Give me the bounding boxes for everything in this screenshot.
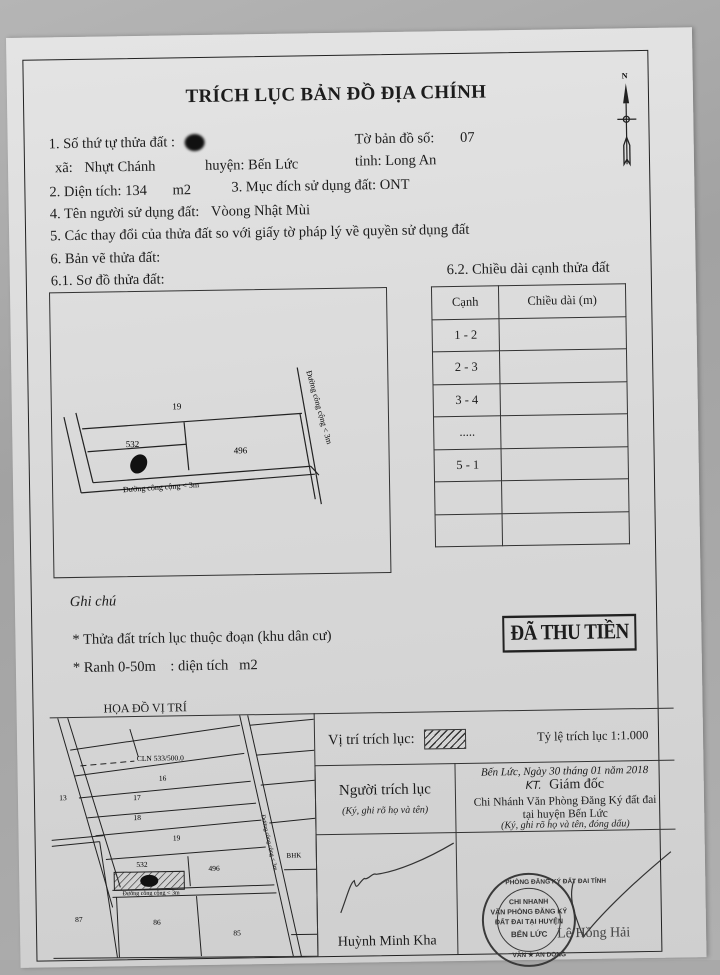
extract-location-label: Vị trí trích lục:: [328, 731, 415, 748]
redacted-mark: [127, 451, 151, 476]
svg-text:87: 87: [75, 915, 83, 924]
owner-value: Vòong Nhật Mùi: [211, 202, 310, 220]
svg-text:19: 19: [173, 833, 181, 842]
owner-row: [50, 202, 311, 223]
edge-table-header: [431, 284, 625, 320]
office-line-2: tại huyện Bến Lức: [455, 807, 675, 822]
map-sheet-row: [355, 130, 475, 149]
extractor-name: Huỳnh Minh Kha: [317, 933, 457, 951]
svg-text:86: 86: [153, 918, 161, 927]
svg-text:Đường công cộng < 3m: Đường công cộng < 3m: [259, 814, 278, 871]
header-length: Chiều dài (m): [498, 284, 625, 318]
svg-text:18: 18: [133, 813, 141, 822]
table-row: 2 - 3: [432, 349, 626, 385]
svg-text:Đường công cộng < 3m: Đường công cộng < 3m: [123, 480, 200, 494]
location-map-title: HỌA ĐỒ VỊ TRÍ: [103, 700, 186, 716]
commune-value: Nhựt Chánh: [84, 159, 155, 176]
district-label: huyện:: [205, 157, 245, 174]
svg-text:16: 16: [159, 774, 167, 783]
svg-text:496: 496: [234, 445, 248, 455]
area-label: 2. Diện tích:: [49, 183, 121, 200]
changes-label: 5. Các thay đổi của thửa đất so với giấy tờ pháp lý về quyền sử dụng đất: [50, 222, 469, 246]
hatch-legend-icon: [424, 729, 466, 750]
area-value: 134: [125, 183, 147, 199]
notes-line-2: * Ranh 0-50m : diện tích m2: [73, 657, 258, 677]
official-seal: PHÒNG ĐĂNG KÝ ĐẤT ĐAI TỈNH CHI NHANH VĂN PHÒNG ĐĂNG KÝ ĐẤT ĐAI TẠI HUYỆN BẾN LỨC VĂN ★ AN DONG: [481, 872, 576, 967]
north-arrow-icon: [612, 69, 644, 169]
table-row: 1 - 2: [432, 316, 626, 352]
svg-text:Đường công cộng < 3m: Đường công cộng < 3m: [122, 890, 180, 897]
svg-text:496: 496: [208, 864, 220, 873]
parcel-number-row: [49, 134, 205, 154]
commune-row: [55, 159, 156, 178]
map-sheet-value: 07: [460, 130, 475, 146]
notes-heading: Ghi chú: [70, 593, 117, 611]
director-title: Giám đốc: [549, 777, 604, 793]
extract-location-row: [328, 729, 467, 751]
province-label: tỉnh:: [355, 153, 382, 169]
drawing-label: 6. Bản vẽ thửa đất:: [50, 250, 160, 269]
table-row: 5 - 1: [434, 446, 628, 482]
svg-text:17: 17: [133, 793, 141, 802]
header-edge: Cạnh: [431, 286, 499, 320]
document-title: TRÍCH LỤC BẢN ĐỒ ĐỊA CHÍNH: [24, 79, 648, 111]
parcel-sketch-drawing: [50, 288, 390, 577]
district-row: [205, 156, 298, 174]
extractor-title: Người trích lục: [315, 781, 455, 800]
location-map: [50, 713, 319, 960]
svg-text:N: N: [622, 71, 628, 80]
svg-text:532: 532: [136, 860, 148, 869]
seal-ring-top: PHÒNG ĐĂNG KÝ ĐẤT ĐAI TỈNH: [505, 878, 606, 887]
date-line: Bến Lức, Ngày 30 tháng 01 năm 2018: [455, 764, 675, 779]
map-sheet-label: Tờ bản đồ số:: [355, 130, 435, 147]
table-row: .....: [434, 414, 628, 450]
extractor-signature: [336, 841, 457, 923]
commune-label: xã:: [55, 160, 73, 176]
director-prefix: KT.: [525, 779, 541, 792]
svg-text:532: 532: [126, 439, 140, 449]
seal-ring-bottom: VĂN ★ AN DONG: [512, 950, 566, 959]
sketch-label: 6.1. Sơ đồ thửa đất:: [51, 272, 165, 291]
scale-label: Tỷ lệ trích lục 1:1.000: [537, 728, 649, 745]
extractor-note: (Ký, ghi rõ họ và tên): [315, 804, 455, 817]
signature-block: [314, 708, 678, 957]
table-row: 3 - 4: [433, 381, 627, 417]
area-unit: m2: [172, 182, 191, 198]
owner-label: 4. Tên người sử dụng đất:: [50, 204, 200, 222]
province-row: [355, 152, 437, 170]
svg-text:85: 85: [233, 928, 241, 937]
svg-text:19: 19: [172, 401, 182, 411]
edges-label: 6.2. Chiều dài cạnh thửa đất: [447, 260, 610, 280]
location-map-drawing: [50, 714, 318, 960]
edge-length-table: [431, 283, 630, 547]
parcel-number-label: 1. Số thứ tự thửa đất :: [49, 134, 176, 152]
office-line-1: Chi Nhánh Văn Phòng Đăng Ký đất đai: [455, 794, 675, 809]
province-value: Long An: [385, 152, 436, 169]
redacted-parcel-number: [184, 134, 204, 151]
director-note: (Ký, ghi rõ họ và tên, đóng dấu): [455, 818, 675, 832]
paid-stamp: ĐÃ THU TIỀN: [502, 614, 637, 653]
cadastral-extract-document: [6, 27, 707, 968]
director-title-row: [455, 776, 675, 795]
purpose-label: 3. Mục đích sử dụng đất:: [231, 177, 376, 195]
table-row: [435, 511, 629, 547]
notes-line-1: * Thửa đất trích lục thuộc đoạn (khu dân cư): [72, 628, 331, 649]
parcel-sketch: [49, 287, 391, 578]
director-name: Lê Hồng Hải: [557, 925, 630, 942]
purpose-value: ONT: [380, 177, 410, 193]
svg-text:13: 13: [59, 793, 67, 802]
svg-text:CLN 533/500.0: CLN 533/500.0: [137, 753, 184, 763]
area-row: [49, 182, 191, 201]
svg-text:BHK: BHK: [286, 851, 301, 859]
table-row: [435, 479, 629, 515]
purpose-row: [231, 177, 409, 197]
document-frame: [22, 50, 662, 962]
district-value: Bến Lức: [248, 156, 298, 173]
svg-text:Đường công cộng < 3m: Đường công cộng < 3m: [304, 369, 334, 445]
